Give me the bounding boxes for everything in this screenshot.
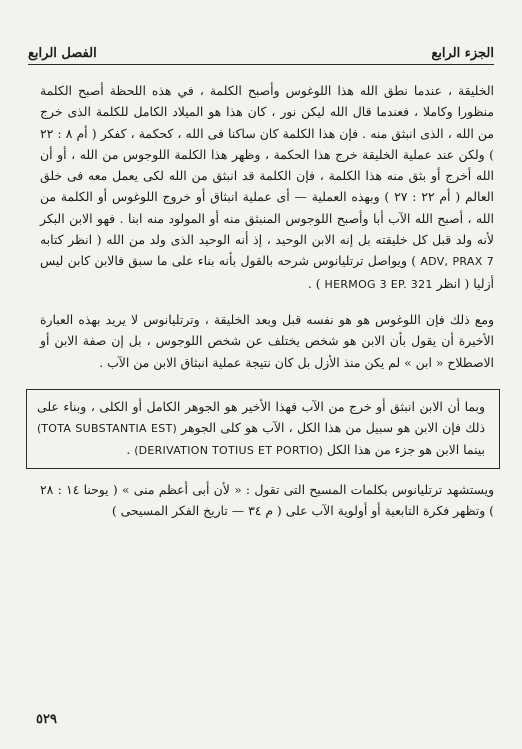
header-chapter-title: الفصل الرابع xyxy=(28,46,97,61)
paragraph-1-end: ) . xyxy=(307,275,321,291)
paragraph-1 xyxy=(40,80,494,295)
reference-derivation-totius: (DERIVATION TOTIUS ET PORTIO) xyxy=(134,444,323,458)
box-paragraph xyxy=(37,396,485,462)
paragraph-2 xyxy=(40,309,494,373)
header-part-title: الجزء الرابع xyxy=(431,46,494,61)
page-body xyxy=(37,80,494,521)
paragraph-1-text: الخليقة ، عندما نطق الله هذا اللوغوس وأصبح الكلمة ، في هذه اللحظة أصبح الكلمة منظورا وكاملا ، فعندما قال الله ليكن نور ، كان هذا هو الميلاد الكامل للكلمة الذى خرج من الله ، الذى انبثق منه . فإن هذا الكلمة كان ساكنا فى الله ، كحكمة ، كفكر ( أم ٨ : ٢٢ ) ولكن عند عملية الخليقة خرج هذا الحكمة ، وظهر هذا الكلمة اللوجوس من الله ، أو أن الله أخرج أو بثق منه هذا الكلمة ، فإن الكلمة قد انبثق من الله لكى يعمل معه فى خلق العالم ( أم ٢٢ : ٢٧ ) وبهذه العملية — أى عملية انبثاق أو خروج اللوغوس أو الكلمة من الله ، أصبح الله الآب أبا وأصبح اللوجوس المنبثق منه أو المولود منه ابنا . فهو الابن البكر لأنه ولد قبل كل خليقته بل إنه الابن الوحيد ، إذ أنه الوحيد الذى ولد من الله ( انظر كتابه xyxy=(40,83,494,248)
box-text: وبما أن الابن انبثق أو خرج من الآب فهذا الأخير هو الجوهر الكامل أو الكلى ، وبناء على ذلك فإن الابن هو سبيل من هذا الكل ، الآب هو كلى الجوهر xyxy=(37,398,485,436)
paragraph-1-mid: ) ويواصل ترتليانوس شرحه بالقول بأنه بناء على ما سبق فالابن كابن ليس أزليا ( انظر xyxy=(40,253,494,291)
paragraph-4-text: ويستشهد ترتليانوس بكلمات المسيح التى تقول : « لأن أبى أعظم منى » ( يوحنا ١٤ : ٢٨ ) وتظهر فكرة التابعية أو أولوية الآب على ( م ٣٤ — تاريخ الفكر المسيحى ) xyxy=(40,481,494,519)
paragraph-4 xyxy=(40,479,494,522)
running-header xyxy=(28,42,494,65)
box-end: . xyxy=(126,442,131,458)
highlighted-box xyxy=(26,389,500,469)
reference-tota-substantia: (TOTA SUBSTANTIA EST) xyxy=(37,422,177,436)
page-number: ٥٢٩ xyxy=(36,712,57,727)
paragraph-2-text: ومع ذلك فإن اللوغوس هو هو نفسه قبل وبعد الخليقة ، وترتليانوس لا يريد بهذه العبارة الأخيرة أن يقول بأن الابن هو شخص يختلف عن شخص اللوجوس ، بل إن صفة الابن أو الاصطلاح « ابن » لم يكن منذ الأزل بل كان نتيجة عملية انبثاق الابن من الآب . xyxy=(40,311,494,370)
box-mid: بينما الابن هو جزء من هذا الكل xyxy=(326,442,485,458)
reference-hermog: HERMOG 3 EP. 321 xyxy=(324,277,433,291)
reference-adv-prax: ADV, PRAX 7 xyxy=(420,255,494,269)
